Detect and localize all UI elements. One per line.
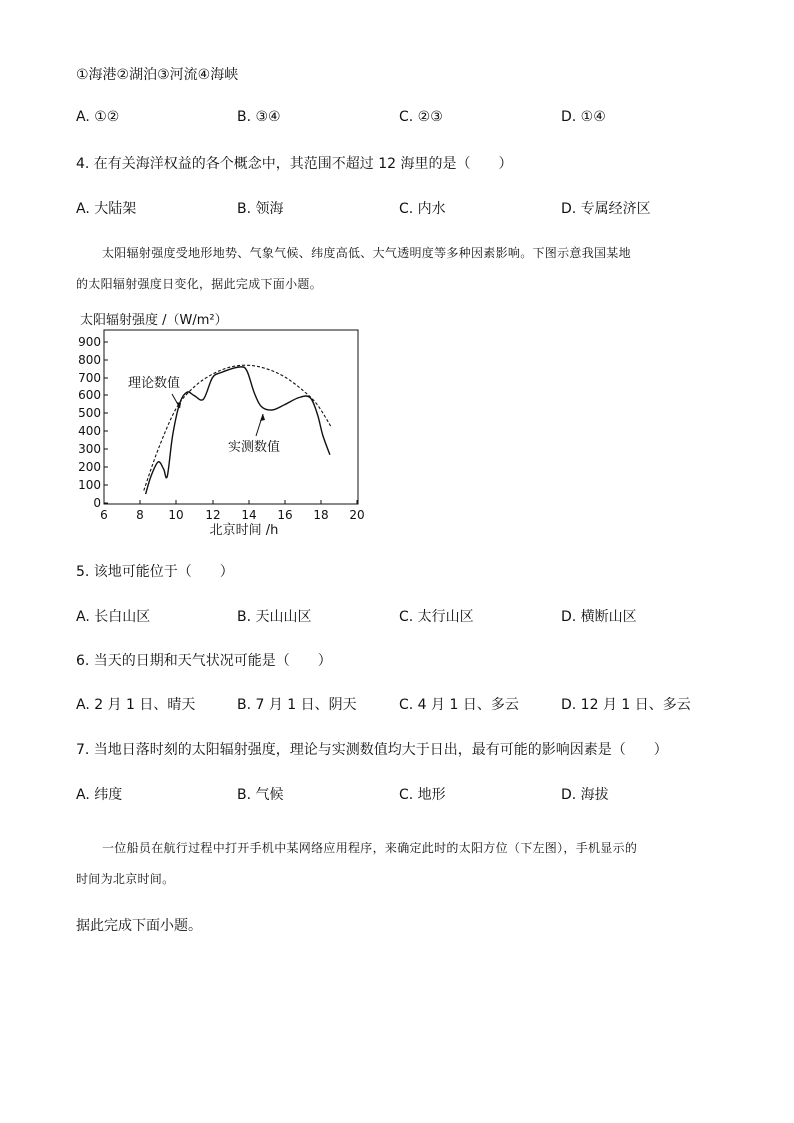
q7-stem: 7. 当地日落时刻的太阳辐射强度，理论与实测数值均大于日出，最有可能的影响因素是（ ） bbox=[76, 742, 668, 758]
q5-choice-d[interactable]: D. 横断山区 bbox=[561, 609, 637, 625]
y-tick-label: 200 bbox=[78, 460, 101, 474]
prev-choice-a[interactable]: A. ①② bbox=[76, 109, 120, 125]
y-tick-label: 800 bbox=[78, 353, 101, 367]
q7-choice-b[interactable]: B. 气候 bbox=[237, 787, 284, 803]
q5-choice-a[interactable]: A. 长白山区 bbox=[76, 609, 151, 625]
q5-stem: 5. 该地可能位于（ ） bbox=[76, 564, 234, 580]
x-tick-label: 18 bbox=[313, 508, 329, 522]
q7-choice-a[interactable]: A. 纬度 bbox=[76, 787, 123, 803]
solar-radiation-chart bbox=[76, 308, 376, 540]
y-tick-label: 600 bbox=[78, 388, 101, 402]
prev-choice-c[interactable]: C. ②③ bbox=[399, 109, 443, 125]
plot-frame bbox=[104, 330, 358, 504]
q6-choice-d[interactable]: D. 12 月 1 日、多云 bbox=[561, 697, 691, 713]
prev-choice-d[interactable]: D. ①④ bbox=[561, 109, 606, 125]
passage1-line2: 的太阳辐射强度日变化，据此完成下面小题。 bbox=[76, 277, 323, 291]
q4-choice-b[interactable]: B. 领海 bbox=[237, 201, 284, 217]
prev-choice-b[interactable]: B. ③④ bbox=[237, 109, 281, 125]
q4-choice-a[interactable]: A. 大陆架 bbox=[76, 201, 137, 217]
q6-choice-c[interactable]: C. 4 月 1 日、多云 bbox=[399, 697, 519, 713]
q4-stem: 4. 在有关海洋权益的各个概念中，其范围不超过 12 海里的是（ ） bbox=[76, 156, 513, 172]
passage2-line2: 时间为北京时间。 bbox=[76, 872, 175, 886]
passage2-line1: 一位船员在航行过程中打开手机中某网络应用程序，来确定此时的太阳方位（下左图），手机显示的 bbox=[102, 841, 638, 855]
x-tick-label: 8 bbox=[136, 508, 144, 522]
q5-choice-b[interactable]: B. 天山山区 bbox=[237, 609, 312, 625]
q6-stem: 6. 当天的日期和天气状况可能是（ ） bbox=[76, 653, 332, 669]
y-tick-label: 100 bbox=[78, 478, 101, 492]
x-tick-label: 20 bbox=[349, 508, 365, 522]
y-tick-label: 0 bbox=[93, 496, 101, 510]
passage1-line1: 太阳辐射强度受地形地势、气象气候、纬度高低、大气透明度等多种因素影响。下图示意我国某地 bbox=[102, 246, 631, 260]
x-tick-label: 12 bbox=[205, 508, 221, 522]
y-tick-label: 900 bbox=[78, 335, 101, 349]
q7-choice-c[interactable]: C. 地形 bbox=[399, 787, 446, 803]
chart-xlabel: 北京时间 /h bbox=[209, 523, 279, 538]
x-tick-label: 14 bbox=[241, 508, 257, 522]
y-tick-label: 500 bbox=[78, 406, 101, 420]
x-tick-label: 10 bbox=[168, 508, 184, 522]
q6-choice-a[interactable]: A. 2 月 1 日、晴天 bbox=[76, 697, 196, 713]
annotation-measured: 实测数值 bbox=[228, 440, 281, 455]
q4-choice-d[interactable]: D. 专属经济区 bbox=[561, 201, 651, 217]
closing-instruction: 据此完成下面小题。 bbox=[76, 918, 202, 934]
annotation-theoretical: 理论数值 bbox=[128, 376, 181, 391]
x-axis bbox=[100, 500, 364, 522]
q5-choice-c[interactable]: C. 太行山区 bbox=[399, 609, 474, 625]
y-tick-label: 300 bbox=[78, 442, 101, 456]
x-tick-label: 6 bbox=[100, 508, 108, 522]
x-tick-label: 16 bbox=[277, 508, 293, 522]
q4-choice-c[interactable]: C. 内水 bbox=[399, 201, 446, 217]
q7-choice-d[interactable]: D. 海拔 bbox=[561, 787, 609, 803]
q6-choice-b[interactable]: B. 7 月 1 日、阴天 bbox=[237, 697, 357, 713]
y-tick-label: 400 bbox=[78, 424, 101, 438]
chart-ylabel: 太阳辐射强度 /（W/m²） bbox=[80, 313, 228, 328]
prev-question-options-line: ①海港②湖泊③河流④海峡 bbox=[76, 67, 239, 83]
y-tick-label: 700 bbox=[78, 371, 101, 385]
